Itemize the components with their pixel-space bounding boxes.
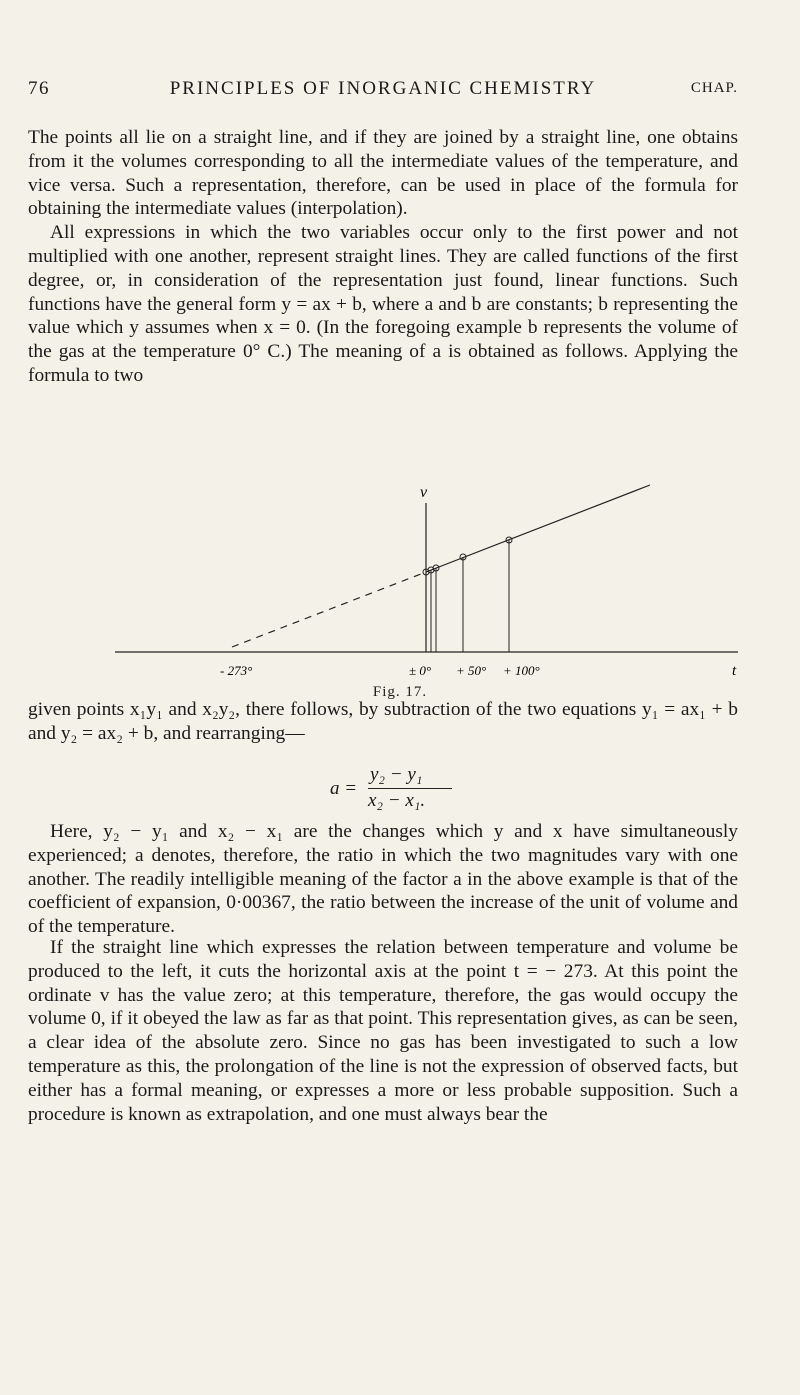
figure-caption: Fig. 17. bbox=[372, 684, 428, 700]
tick-label: + 50° bbox=[456, 663, 487, 678]
paragraph-linear-functions: All expressions in which the two variables occur only to the first power and not multiplied with one another, represent straight lines. They are called functions of the first degree, or, in consideration of the representation just found, linear functions. Such functions have the general form y = ax + b, where a and b are constants; b representing the value which y assumes when x = 0. (In the foregoing example b represents the volume of the gas at the temperature 0° C.) The meaning of a is obtained as follows. Applying the formula to two bbox=[28, 222, 738, 386]
running-header bbox=[28, 78, 738, 104]
body-text-points bbox=[28, 698, 738, 746]
body-text-top bbox=[28, 126, 738, 388]
paragraph-interpolation: The points all lie on a straight line, and if they are joined by a straight line, one obtains from it the volumes corresponding to all the intermediate values of the temperature, and vice versa. Such a representation, therefore, can be used in place of the formula for obtaining the intermediate values (interpolation). bbox=[28, 127, 738, 220]
extrapolated-line bbox=[232, 572, 426, 647]
volume-line bbox=[426, 485, 650, 572]
chapter-label: CHAP. bbox=[690, 80, 738, 96]
tick-label: + 100° bbox=[503, 663, 540, 678]
body-text-ratio bbox=[28, 820, 738, 939]
formula-numerator: y₂ − y₁ bbox=[370, 764, 423, 785]
fraction-bar bbox=[368, 788, 452, 789]
page-number: 76 bbox=[28, 78, 50, 99]
v-axis-label: v bbox=[420, 484, 428, 501]
formula-lhs: a = bbox=[330, 778, 358, 799]
body-text-extrapolation bbox=[28, 936, 738, 1126]
tick-label: - 273° bbox=[220, 663, 253, 678]
paragraph-subtraction: given points x₁y₁ and x₂y₂, there follows, by subtraction of the two equations y₁ = ax₁ + b and y₂ = ax₂ + b, and rearranging— bbox=[28, 699, 738, 744]
tick-label: ± 0° bbox=[409, 663, 432, 678]
t-axis-label: t bbox=[732, 663, 737, 679]
paragraph-absolute-zero: If the straight line which expresses the relation between temperature and volume be produced to the left, it cuts the horizontal axis at the point t = − 273. At this point the ordinate v has the value zero; at this temperature, therefore, the gas would occupy the volume 0, if it obeyed the law as far as that point. This representation gives, as can be seen, a clear idea of the absolute zero. Since no gas has been investigated to such a low temperature as this, the prolongation of the line is not the expression of observed facts, but either has a formal meaning, or expresses a more or less probable supposition. Such a procedure is known as extrapolation, and one must always bear the bbox=[28, 937, 738, 1125]
paragraph-coefficient: Here, y₂ − y₁ and x₂ − x₁ are the changes which y and x have simultaneously experienced; a denotes, therefore, the ratio in which the two magnitudes vary with one another. The readily intelligible meaning of the factor a in the above example is that of the coefficient of expansion, 0·00367, the ratio between the increase of the unit of volume and of the temperature. bbox=[28, 821, 738, 938]
running-title: PRINCIPLES OF INORGANIC CHEMISTRY bbox=[169, 78, 597, 99]
figure-17 bbox=[0, 475, 800, 700]
slope-formula bbox=[330, 764, 530, 816]
formula-denominator: x₂ − x₁. bbox=[368, 790, 426, 811]
